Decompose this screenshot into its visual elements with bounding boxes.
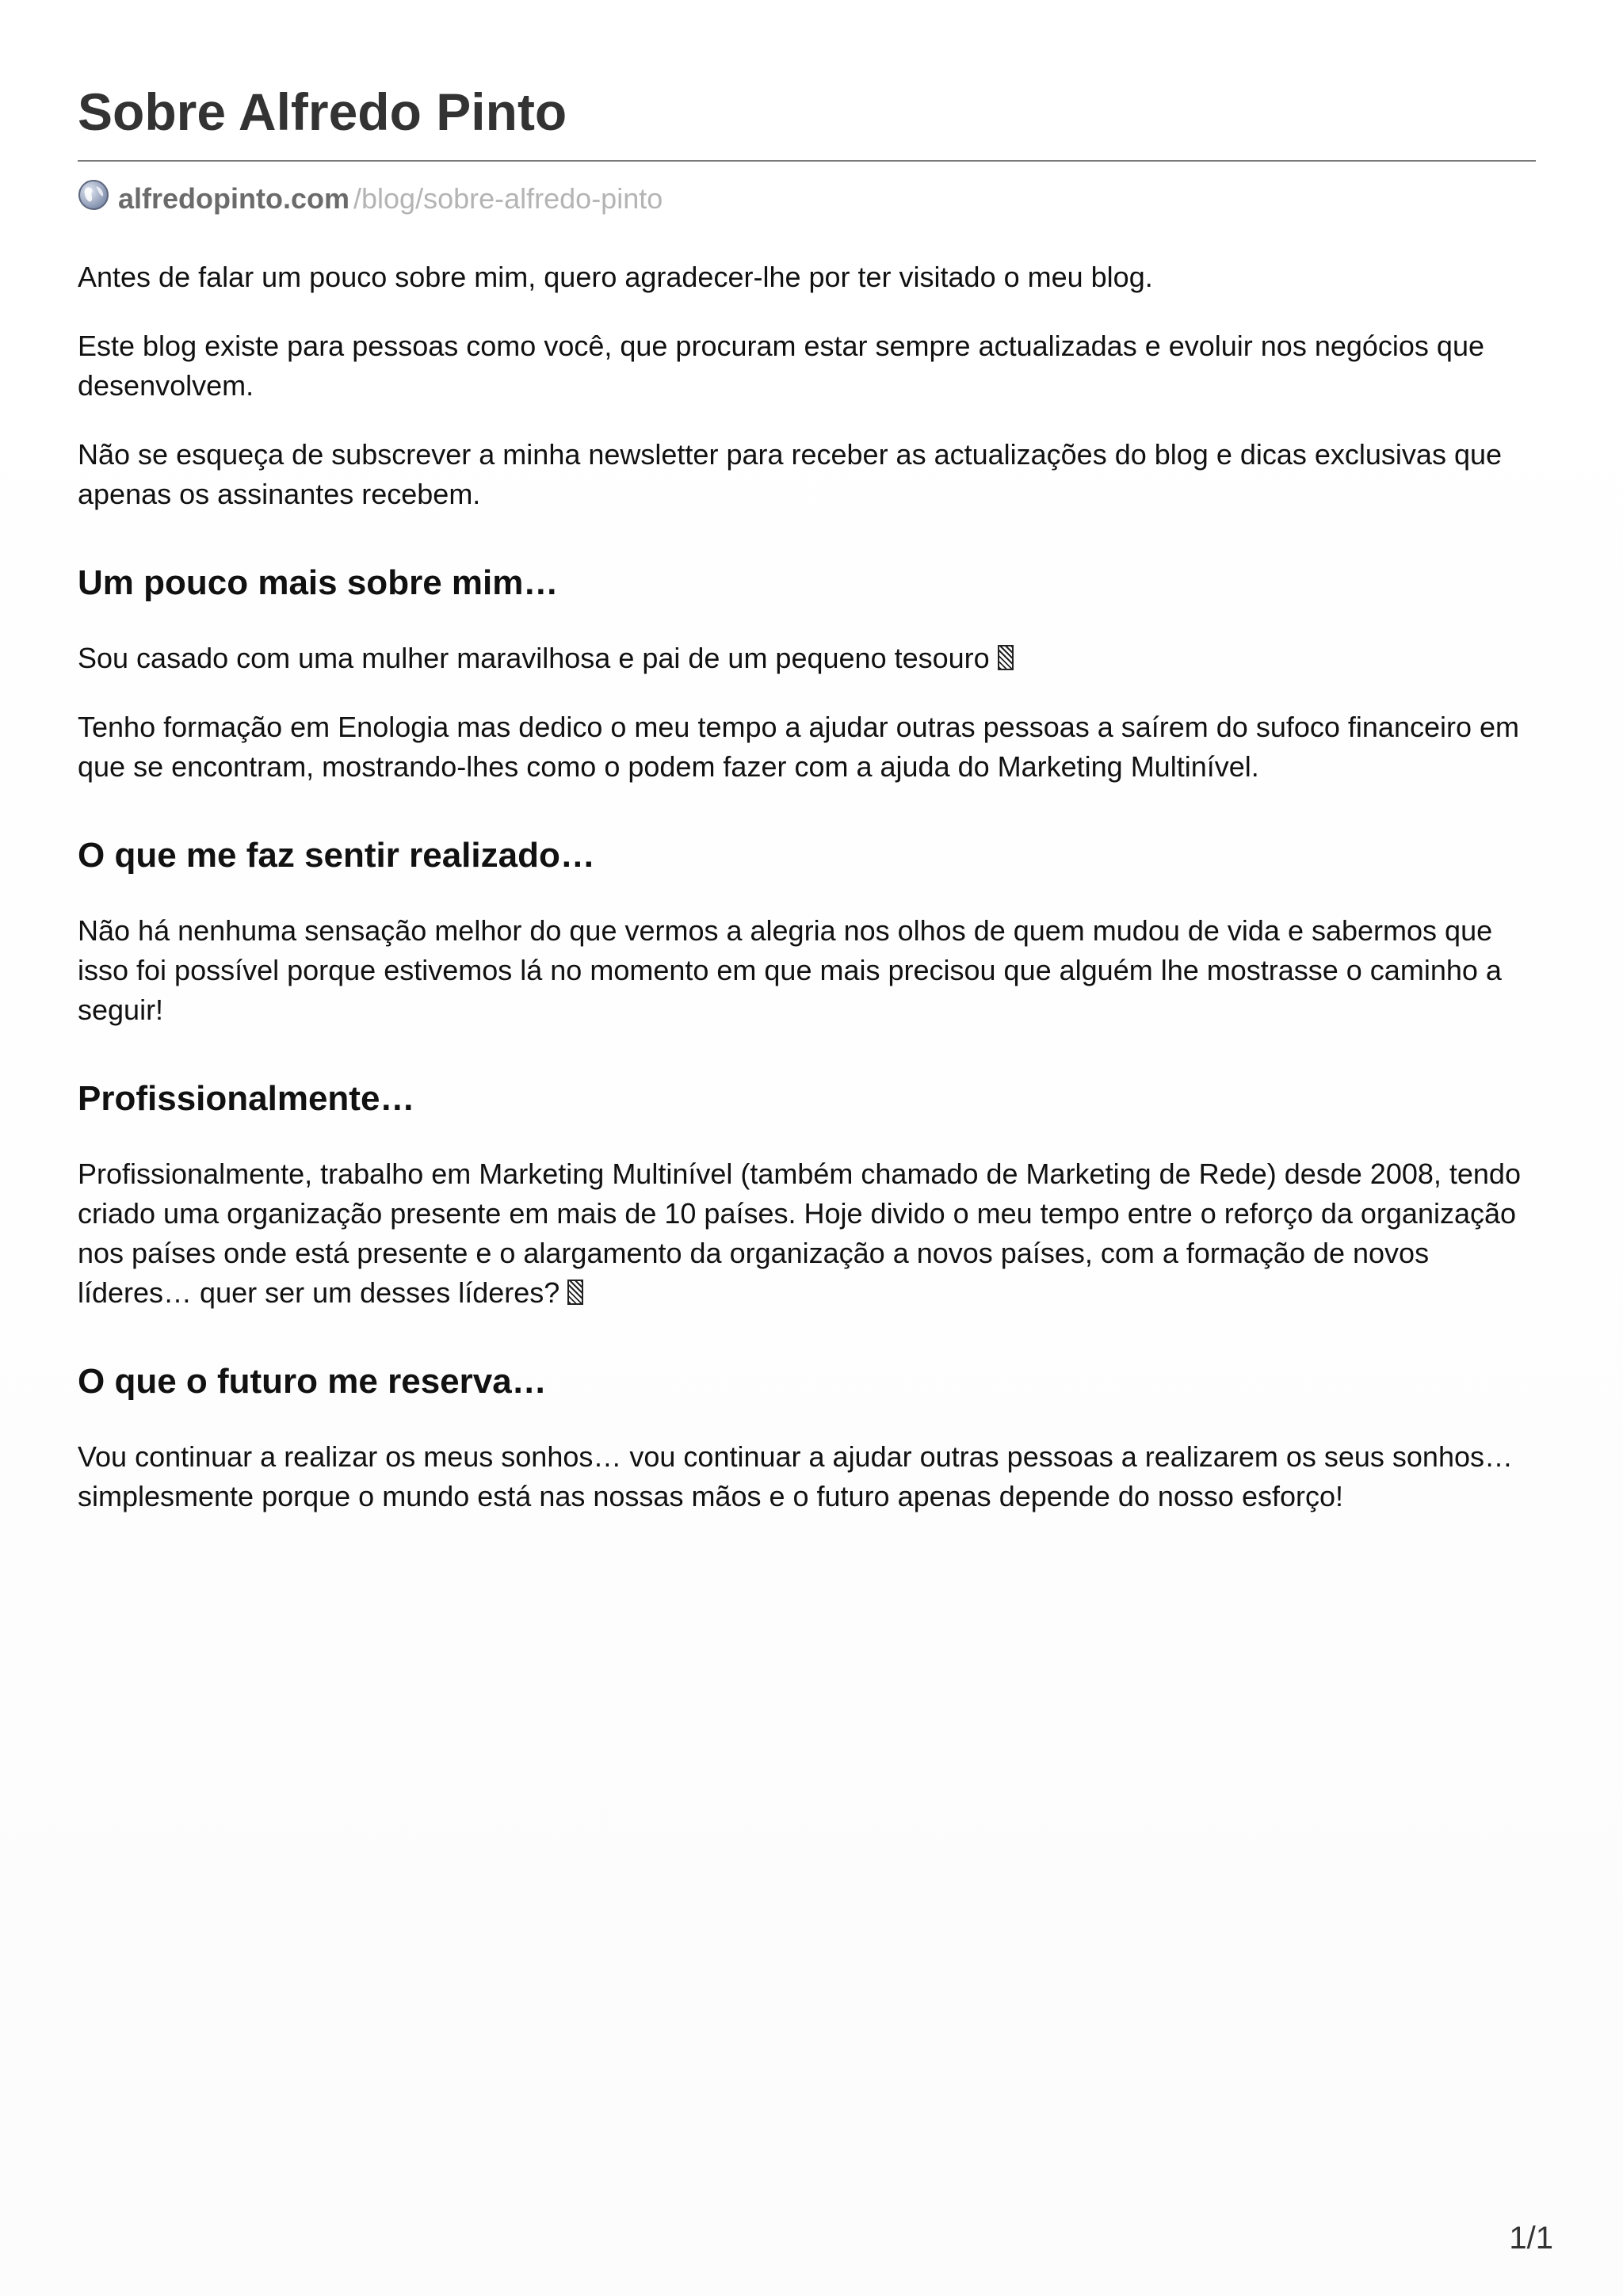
globe-icon — [78, 179, 109, 211]
page-number: 1/1 — [1509, 2221, 1553, 2256]
about-paragraph-1-text: Sou casado com uma mulher maravilhosa e pai de um pequeno tesouro — [78, 642, 990, 674]
section-heading-future: O que o futuro me reserva… — [78, 1362, 547, 1401]
intro-paragraph-2: Este blog existe para pessoas como você, que procuram estar sempre actualizadas e evoluir nos negócios que desenvolvem. — [78, 330, 1484, 402]
section-heading-fulfilled: O que me faz sentir realizado… — [78, 836, 595, 875]
about-paragraph-2: Tenho formação em Enologia mas dedico o meu tempo a ajudar outras pessoas a saírem do sufoco financeiro em que se encontram, mostrando-lhes como o podem fazer com a ajuda do Marketing Multinível. — [78, 711, 1520, 783]
professional-paragraph-1 — [78, 1154, 1536, 1313]
professional-paragraph-1-text: Profissionalmente, trabalho em Marketing Multinível (também chamado de Marketing de Rede) desde 2008, tendo criado uma organização presente em mais de 10 países. Hoje divido o meu tempo entre o reforço da organização nos países onde está presente e o alargamento da organização a novos países, com a formação de novos líderes… quer ser um desses líderes? — [78, 1158, 1521, 1309]
section-heading-about: Um pouco mais sobre mim… — [78, 563, 559, 602]
future-paragraph-1: Vou continuar a realizar os meus sonhos… vou continuar a ajudar outras pessoas a realizarem os seus sonhos… simplesmente porque o mundo está nas nossas mãos e o futuro apenas depende do nosso esforço! — [78, 1440, 1513, 1512]
fulfilled-paragraph-1: Não há nenhuma sensação melhor do que vermos a alegria nos olhos de quem mudou de vida e sabermos que isso foi possível porque estivemos lá no momento em que mais precisou que alguém lhe mostrasse o caminho a seguir! — [78, 914, 1502, 1026]
section-heading-professional: Profissionalmente… — [78, 1079, 415, 1118]
page-title: Sobre Alfredo Pinto — [78, 82, 567, 141]
source-path[interactable]: /blog/sobre-alfredo-pinto — [353, 182, 663, 215]
source-url[interactable] — [78, 177, 663, 220]
intro-paragraph-3: Não se esqueça de subscrever a minha newsletter para receber as actualizações do blog e dicas exclusivas que apenas os assinantes recebem. — [78, 438, 1503, 510]
article-body — [78, 257, 1536, 1546]
about-paragraph-1 — [78, 639, 1536, 678]
title-divider — [78, 160, 1536, 162]
intro-paragraph-1: Antes de falar um pouco sobre mim, quero agradecer-lhe por ter visitado o meu blog. — [78, 261, 1153, 293]
missing-emoji-icon — [998, 645, 1014, 670]
missing-emoji-icon — [567, 1280, 583, 1305]
source-domain[interactable]: alfredopinto.com — [118, 182, 350, 215]
